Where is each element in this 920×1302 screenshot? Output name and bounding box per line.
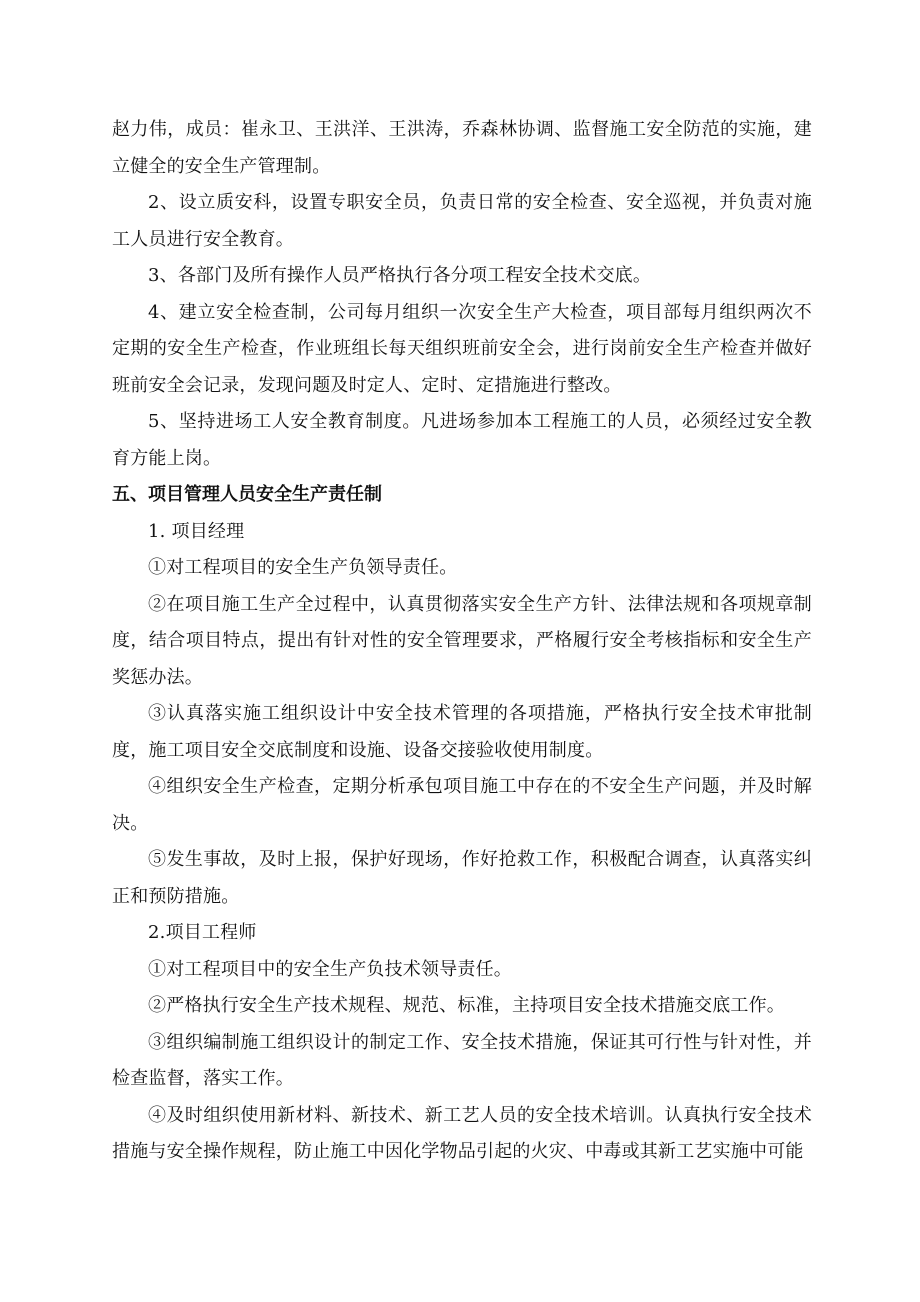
subsection-title-project-manager: 1. 项目经理 xyxy=(148,520,245,542)
paragraph-5: 5、坚持进场工人安全教育制度。凡进场参加本工程施工的人员，必须经过安全教育方能上岗。 xyxy=(112,411,812,469)
paragraph-7: ①对工程项目的安全生产负领导责任。 xyxy=(148,557,458,578)
paragraph-11: ⑤发生事故，及时上报，保护好现场，作好抢救工作，积极配合调查，认真落实纠正和预防措施。 xyxy=(112,849,812,907)
subsection-title-project-engineer: 2.项目工程师 xyxy=(148,922,257,943)
paragraph-9: ③认真落实施工组织设计中安全技术管理的各项措施，严格执行安全技术审批制度，施工项目安全交底制度和设施、设备交接验收使用制度。 xyxy=(112,703,812,761)
paragraph-3: 3、各部门及所有操作人员严格执行各分项工程安全技术交底。 xyxy=(148,265,652,286)
paragraph-2: 2、设立质安科，设置专职安全员，负责日常的安全检查、安全巡视，并负责对施工人员进行安全教育。 xyxy=(112,192,812,250)
paragraph-15: ③组织编制施工组织设计的制定工作、安全技术措施，保证其可行性与针对性，并检查监督，落实工作。 xyxy=(112,1031,812,1089)
paragraph-13: ①对工程项目中的安全生产负技术领导责任。 xyxy=(148,958,512,980)
paragraph-1: 赵力伟，成员：崔永卫、王洪洋、王洪涛，乔森林协调、监督施工安全防范的实施，建立健全的安全生产管理制。 xyxy=(112,119,812,177)
paragraph-14: ②严格执行安全生产技术规程、规范、标准，主持项目安全技术措施交底工作。 xyxy=(148,995,785,1016)
paragraph-10: ④组织安全生产检查，定期分析承包项目施工中存在的不安全生产问题，并及时解决。 xyxy=(112,776,812,834)
section-heading: 五、项目管理人员安全生产责任制 xyxy=(112,484,382,505)
paragraph-4: 4、建立安全检查制，公司每月组织一次安全生产大检查，项目部每月组织两次不定期的安全生产检查，作业班组长每天组织班前安全会，进行岗前安全生产检查并做好班前安全会记录，发现问题及时定人、定时、定措施进行整改。 xyxy=(112,301,812,396)
paragraph-8: ②在项目施工生产全过程中，认真贯彻落实安全生产方针、法律法规和各项规章制度，结合项目特点，提出有针对性的安全管理要求，严格履行安全考核指标和安全生产奖惩办法。 xyxy=(112,593,812,688)
document-page xyxy=(112,112,812,1171)
paragraph-16: ④及时组织使用新材料、新技术、新工艺人员的安全技术培训。认真执行安全技术措施与安全操作规程，防止施工中因化学物品引起的火灾、中毒或其新工艺实施中可能 xyxy=(112,1104,812,1162)
